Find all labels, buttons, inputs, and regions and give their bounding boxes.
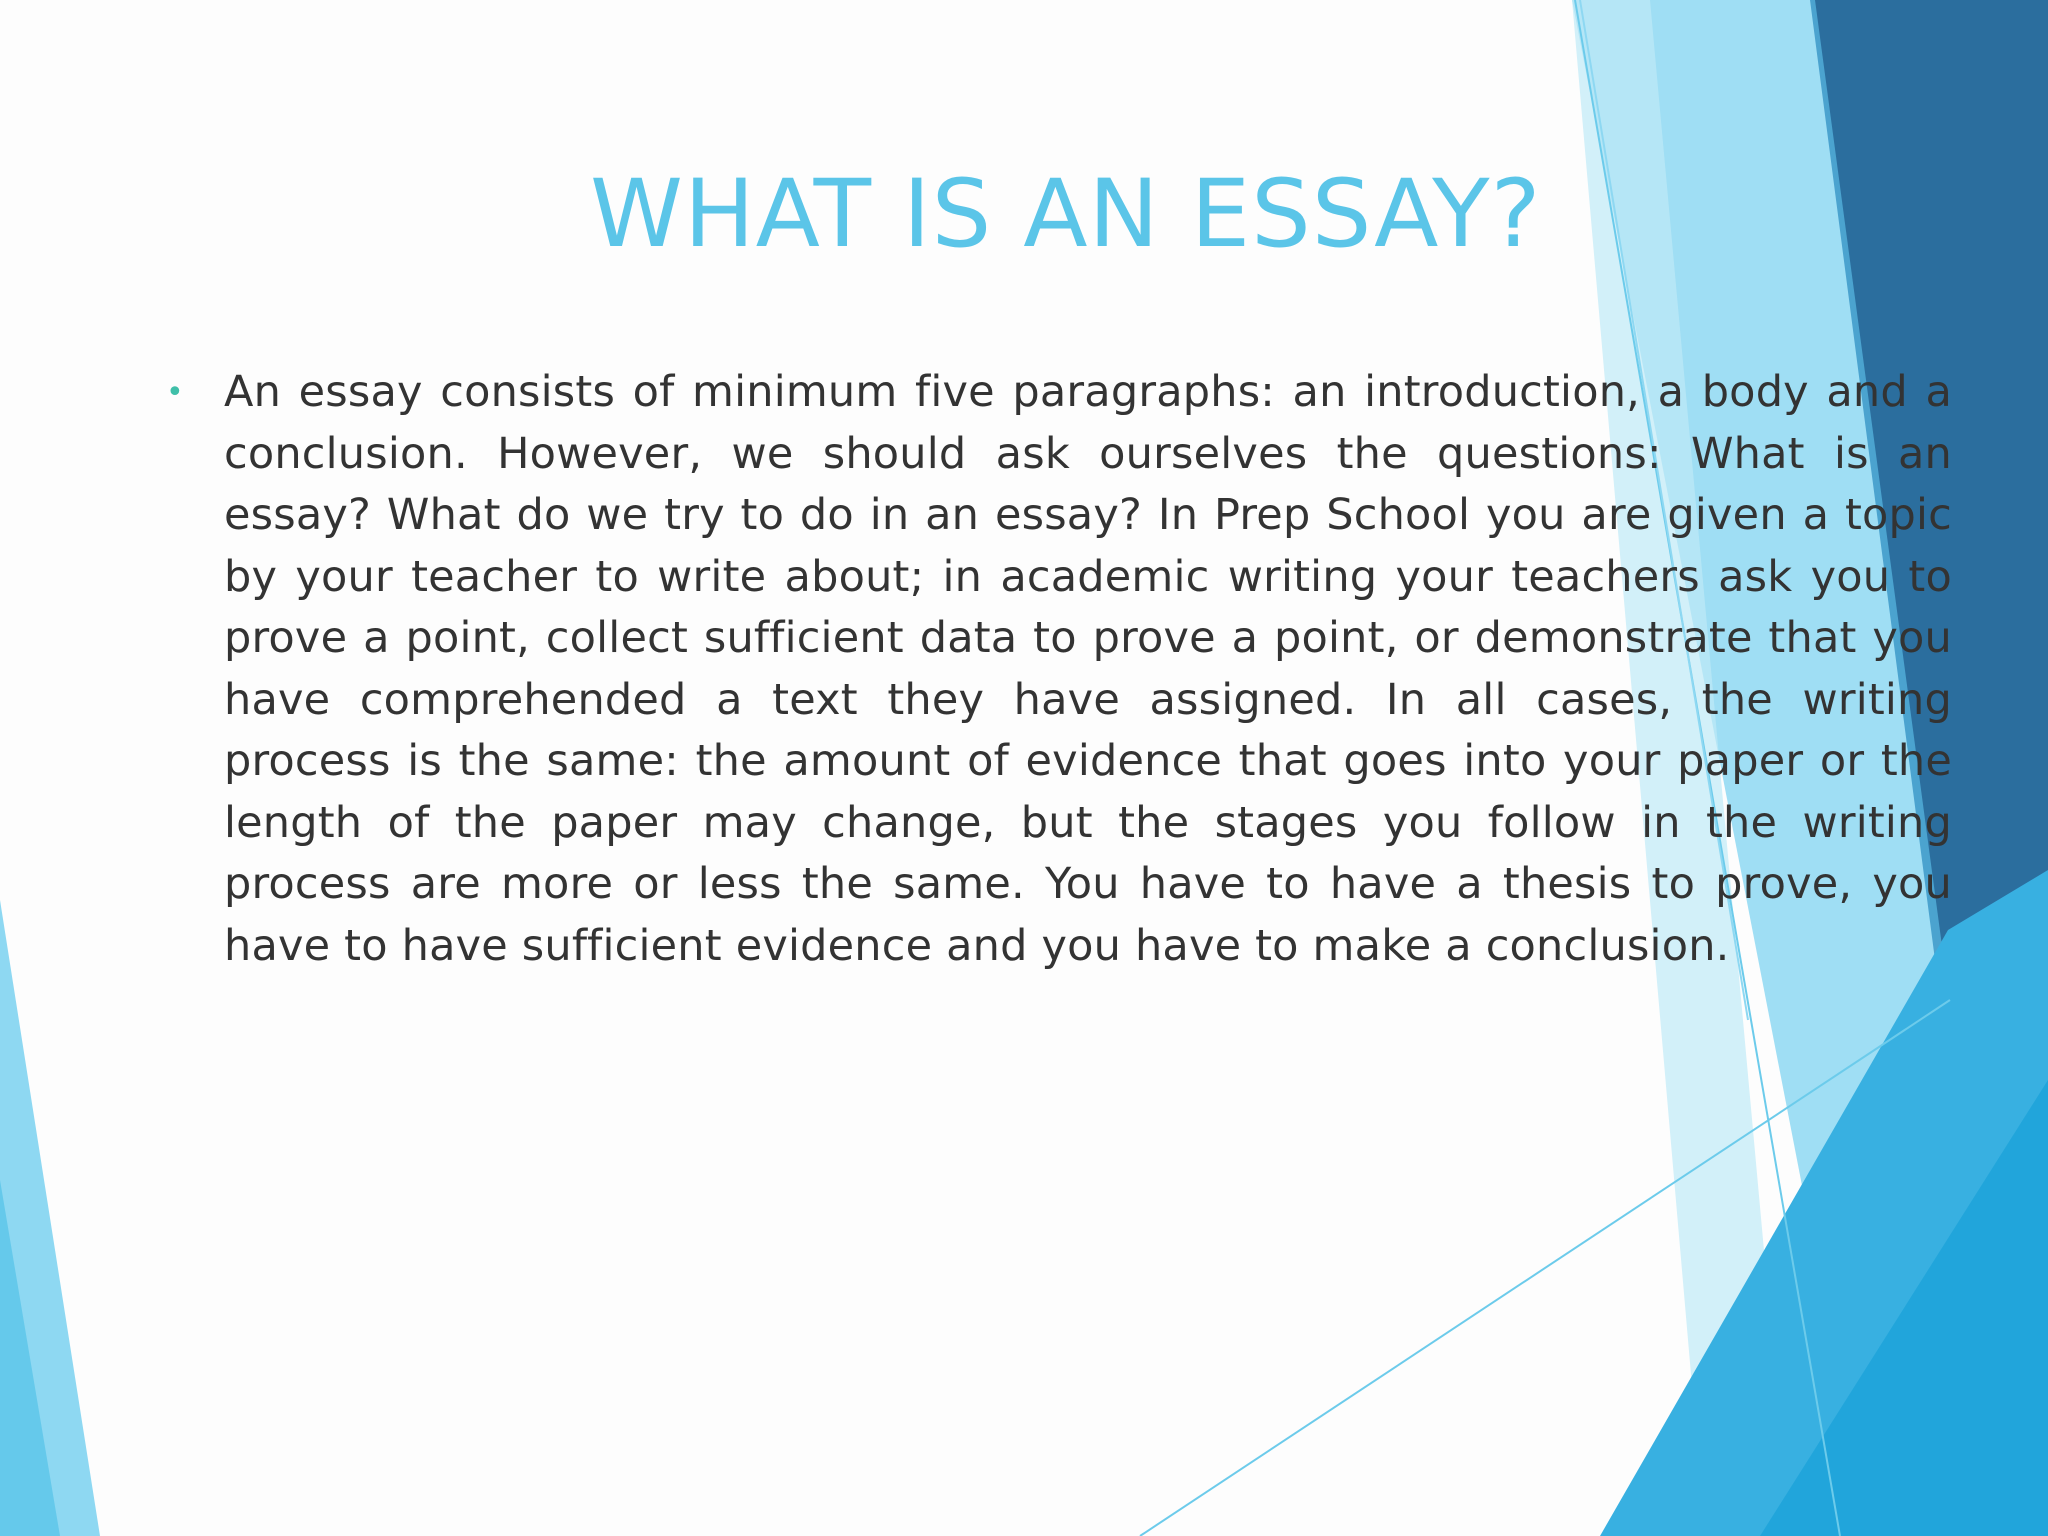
list-item	[160, 362, 1950, 977]
bullet-text: An essay consists of minimum five paragraphs: an introduction, a body and a conclusion. However, we should ask ourselves the questions: What is an essay? What do we try to do in an essay? In Prep School you are given a topic by your teacher to write about; in academic writing your teachers ask you to prove a point, collect sufficient data to prove a point, or demonstrate that you have comprehended a text they have assigned. In all cases, the writing process is the same: the amount of evidence that goes into your paper or the length of the paper may change, but the stages you follow in the writing process are more or less the same. You have to have a thesis to prove, you have to have sufficient evidence and you have to make a conclusion.	[224, 367, 1952, 971]
bullet-dot-icon: •	[166, 375, 184, 410]
slide-title: WHAT IS AN ESSAY?	[590, 160, 1542, 269]
bullet-list	[160, 362, 1950, 977]
